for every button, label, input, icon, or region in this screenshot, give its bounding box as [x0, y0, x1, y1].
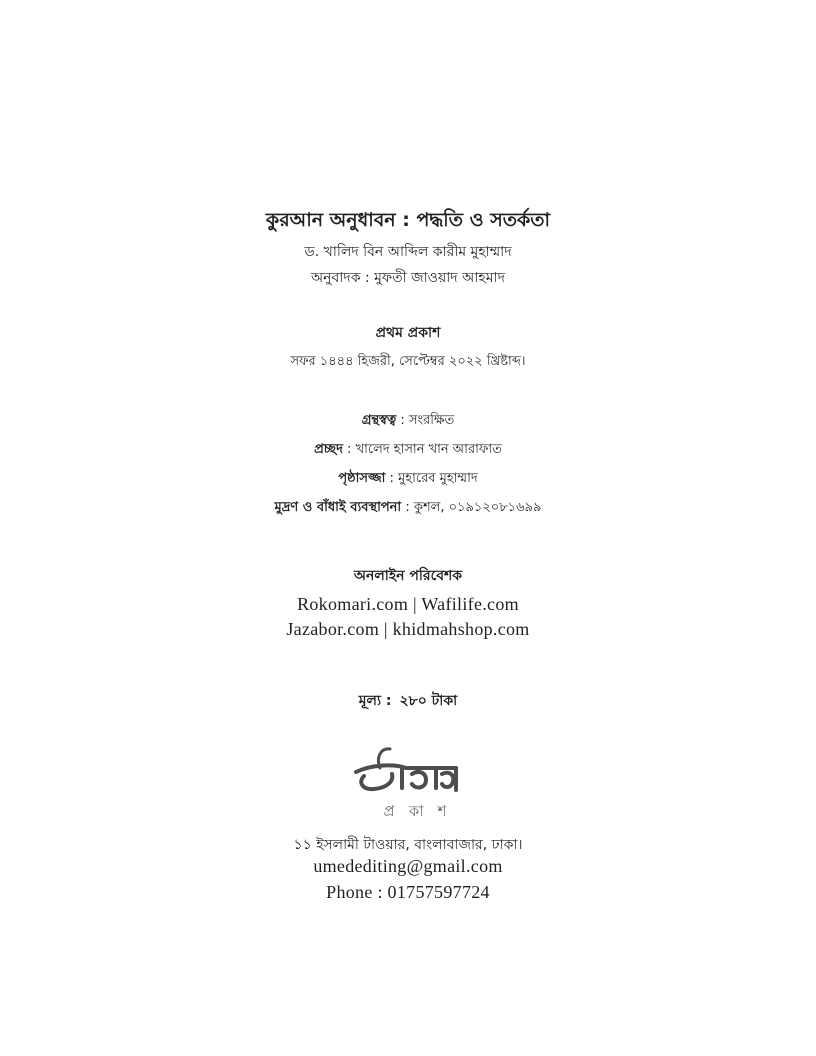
online-distributor-line-1: Rokomari.com | Wafilife.com: [297, 594, 519, 614]
credit-printing: [0, 498, 816, 519]
publisher-logo-subtext: প্রকাশ: [383, 802, 461, 820]
online-distributor-label: অনলাইন পরিবেশক: [353, 568, 463, 584]
credit-copyright: [0, 411, 816, 432]
credit-key: গ্রন্থস্বত্ব: [361, 413, 397, 428]
credit-value: : সংরক্ষিত: [396, 413, 455, 428]
publisher-logo: [350, 744, 466, 794]
book-translator: অনুবাদক : মুফতী জাওয়াদ আহমাদ: [311, 270, 505, 286]
online-distributor-line-2: Jazabor.com | khidmahshop.com: [286, 619, 530, 639]
credit-layout: [0, 469, 816, 490]
publisher-email: umedediting@gmail.com: [313, 856, 503, 876]
credit-value: : খালেদ হাসান খান আরাফাত: [342, 442, 502, 457]
credit-key: পৃষ্ঠাসজ্জা: [338, 471, 386, 486]
credit-key: প্রচ্ছদ: [314, 442, 343, 457]
edition-date: সফর ১৪৪৪ হিজরী, সেপ্টেম্বর ২০২২ খ্রিষ্টাব্দ।: [290, 354, 526, 369]
edition-label: প্রথম প্রকাশ: [375, 325, 441, 341]
credit-value: : কুশল, ০১৯১২০৮১৬৯৯: [401, 500, 542, 515]
book-title: কুরআন অনুধাবন : পদ্ধতি ও সতর্কতা: [265, 209, 551, 231]
publisher-address: ১১ ইসলামী টাওয়ার, বাংলাবাজার, ঢাকা।: [293, 837, 523, 853]
price-value: ২৮০ টাকা: [399, 693, 458, 709]
book-author: ড. খালিদ বিন আব্দিল কারীম মুহাম্মাদ: [304, 244, 512, 260]
credit-key: মুদ্রণ ও বাঁধাই ব্যবস্থাপনা: [274, 500, 402, 515]
credit-cover: [0, 440, 816, 461]
credit-value: : মুহারেব মুহাম্মাদ: [385, 471, 478, 486]
price: [0, 689, 816, 713]
publisher-phone: Phone : 01757597724: [326, 882, 490, 902]
price-label: মূল্য :: [358, 693, 392, 709]
